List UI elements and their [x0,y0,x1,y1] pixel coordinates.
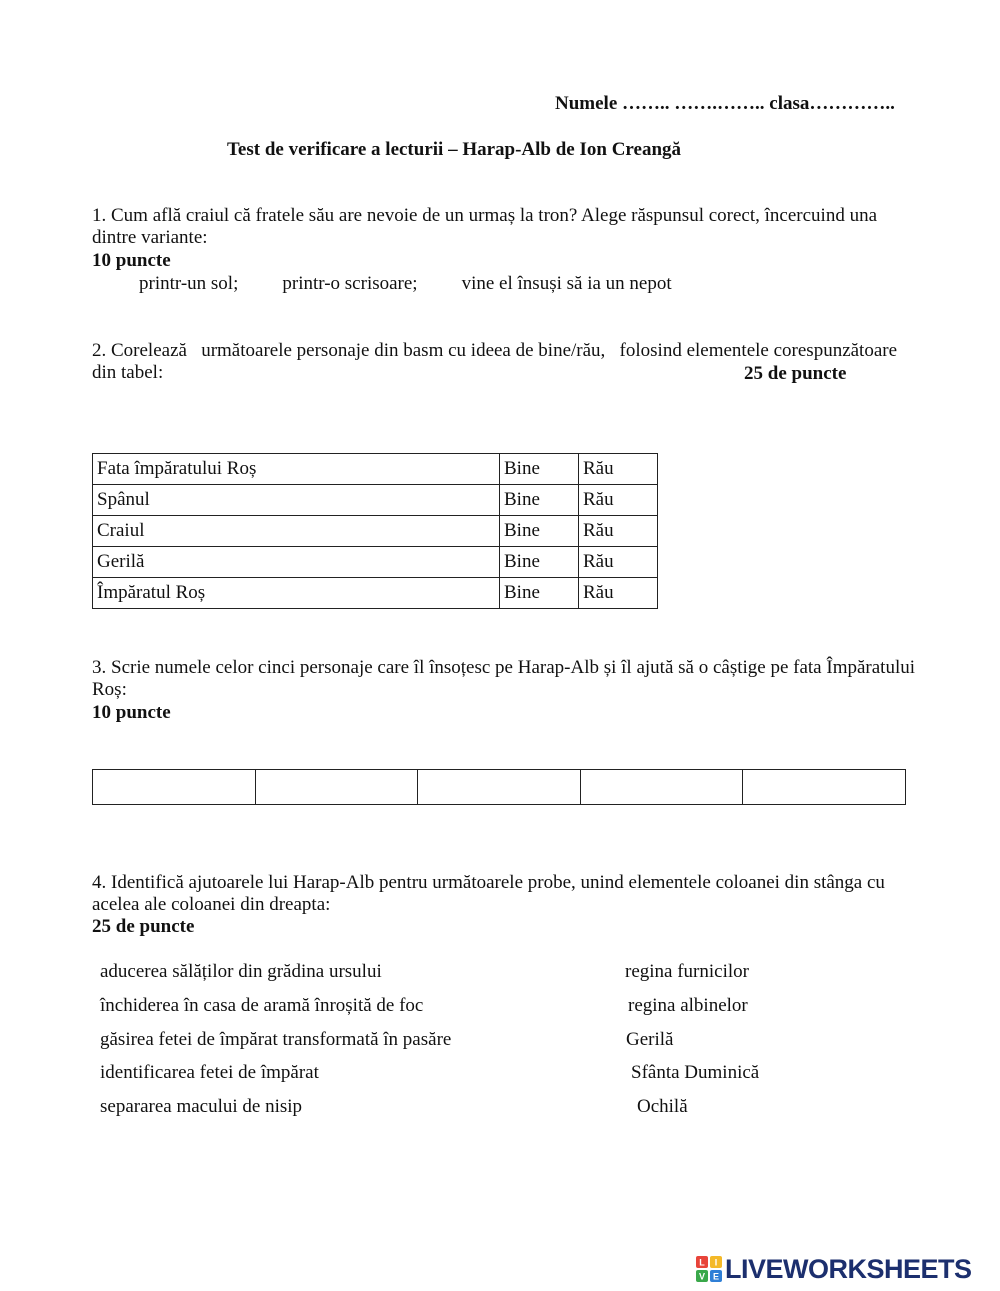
trial-item[interactable]: găsirea fetei de împărat transformată în pasăre [100,1029,452,1050]
helper-item[interactable]: regina furnicilor [625,961,749,982]
table-row [93,547,658,578]
good-option[interactable]: Bine [500,454,579,485]
bad-option[interactable]: Rău [579,547,658,578]
name-class-line: Numele …….. …….…….. clasa………….. [555,93,895,114]
character-name: Împăratul Roș [93,578,500,609]
trial-item[interactable]: separarea macului de nisip [100,1096,303,1117]
bad-option[interactable]: Rău [579,578,658,609]
question-3-points: 10 puncte [92,702,171,723]
bad-option[interactable]: Rău [579,454,658,485]
question-1-text: 1. Cum află craiul că fratele său are nevoie de un urmaș la tron? Alege răspunsul corect, încercuind una dintre variante: [92,205,878,248]
question-2-points: 25 de puncte [744,363,847,384]
good-bad-table [92,453,658,609]
trial-item[interactable]: închiderea în casa de aramă înroșită de foc [100,995,424,1016]
svg-text:I: I [714,1257,718,1268]
svg-text:V: V [698,1271,706,1282]
liveworksheets-logo [696,1254,972,1284]
question-1-points: 10 puncte [92,250,171,271]
svg-text:E: E [712,1271,720,1282]
option-1[interactable]: printr-un sol; [139,273,239,294]
bad-option[interactable]: Rău [579,516,658,547]
question-3-text: 3. Scrie numele celor cinci personaje care îl însoțesc pe Harap-Alb și îl ajută să o câștige pe fata Împăratului Roș: [92,657,916,700]
table-row [93,770,906,805]
trial-item[interactable]: aducerea sălăților din grădina ursului [100,961,382,982]
table-row [93,454,658,485]
table-row [93,578,658,609]
answer-cell-4[interactable] [580,770,743,805]
option-3[interactable]: vine el însuși să ia un nepot [461,273,672,294]
svg-text:L: L [699,1257,705,1268]
trial-item[interactable]: identificarea fetei de împărat [100,1062,319,1083]
helper-item[interactable]: Ochilă [637,1096,688,1117]
question-2-text: 2. Corelează următoarele personaje din basm cu ideea de bine/rău, folosind elementele corespunzătoare din tabel: [92,340,902,383]
table-row [93,485,658,516]
good-option[interactable]: Bine [500,547,579,578]
page-title: Test de verificare a lecturii – Harap-Alb de Ion Creangă [227,139,682,160]
good-option[interactable]: Bine [500,578,579,609]
question-1-options [139,273,716,295]
character-name: Spânul [93,485,500,516]
answer-cell-2[interactable] [255,770,418,805]
good-option[interactable]: Bine [500,485,579,516]
answer-cell-3[interactable] [418,770,581,805]
character-name: Fata împăratului Roș [93,454,500,485]
liveworksheets-logo-text: LIVEWORKSHEETS [725,1254,972,1284]
character-name: Craiul [93,516,500,547]
helper-item[interactable]: Sfânta Duminică [631,1062,760,1083]
table-row [93,516,658,547]
answer-cell-1[interactable] [93,770,256,805]
helper-item[interactable]: regina albinelor [628,995,748,1016]
bad-option[interactable]: Rău [579,485,658,516]
helper-item[interactable]: Gerilă [626,1029,674,1050]
liveworksheets-logo-icon [696,1256,722,1282]
good-option[interactable]: Bine [500,516,579,547]
question-4-points: 25 de puncte [92,916,195,937]
companions-answer-table [92,769,906,805]
character-name: Gerilă [93,547,500,578]
question-4-text: 4. Identifică ajutoarele lui Harap-Alb pentru următoarele probe, unind elementele coloanei din stânga cu acelea ale coloanei din dreapta: [92,872,885,915]
option-2[interactable]: printr-o scrisoare; [282,273,418,294]
answer-cell-5[interactable] [743,770,906,805]
